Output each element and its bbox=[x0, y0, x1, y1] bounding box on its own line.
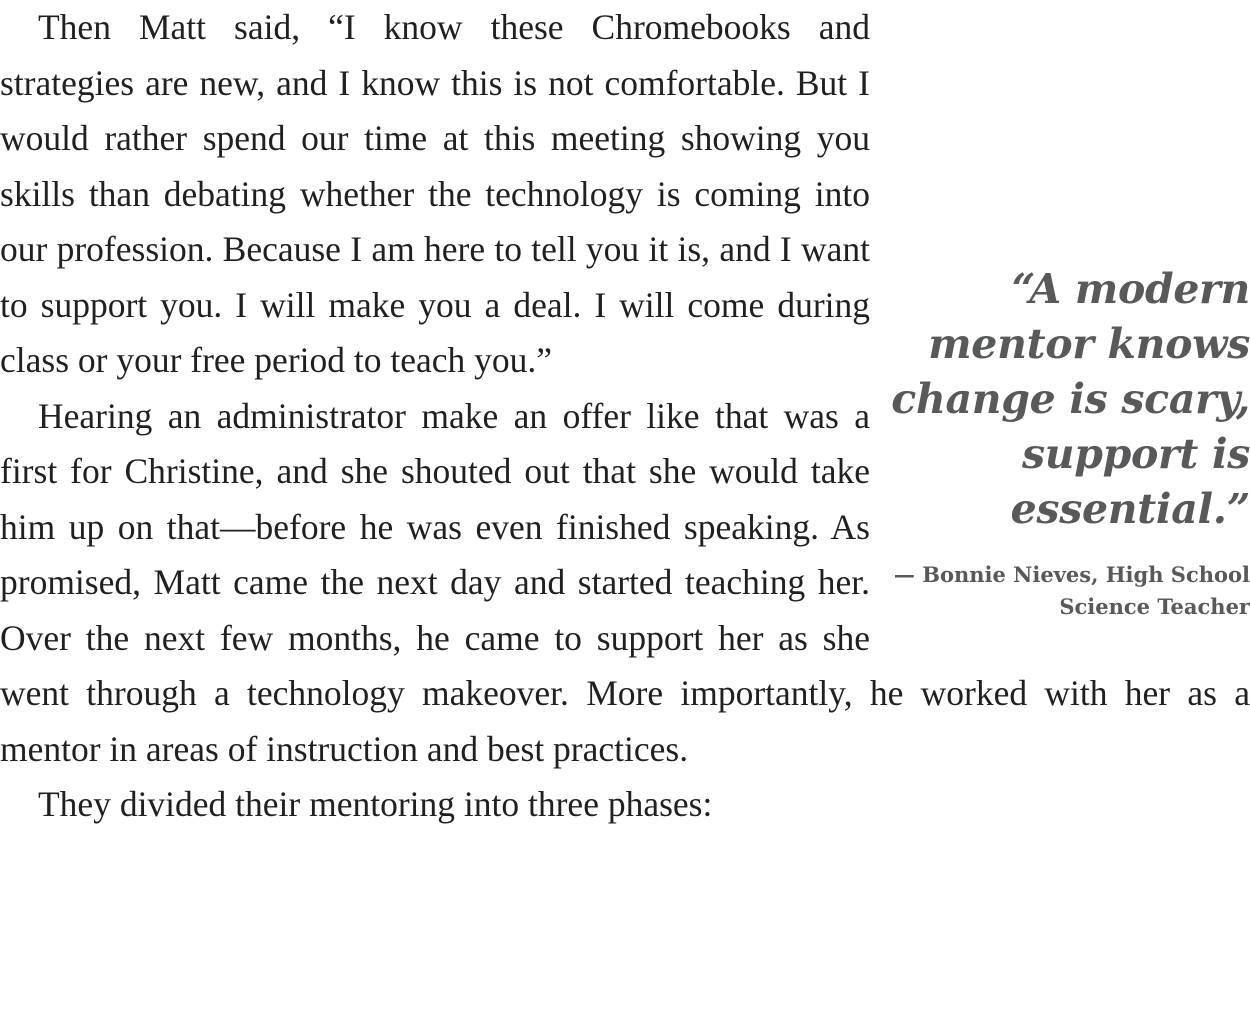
pull-quote-text: “A modern mentor knows change is scary, support is essential.” bbox=[891, 265, 1250, 533]
paragraph-1: Then Matt said, “I know these Chromebooks and strategies are new, and I know this is not comfortable. But I would rather spend our time at this meeting showing you skills than debating whether the technology is coming into our profession. Because I am here to tell you it is, and I want to support you. I will make you a deal. I will come during class or your free period to teach you.” bbox=[0, 7, 870, 380]
pull-quote-float bbox=[830, 0, 1250, 623]
pull-quote-attribution: — Bonnie Nieves, High School Science Teacher bbox=[893, 562, 1250, 619]
pull-quote-block bbox=[870, 262, 1250, 623]
paragraph-2: Hearing an administrator make an offer like that was a first for Christine, and she shouted out that she would take him up on that—before he was even finished speaking. As promised, Matt came the next day and started teaching her. Over the next few months, he came to support her as she went through a technology makeover. More importantly, he worked with her as a mentor in areas of instruction and best practices. bbox=[0, 395, 1250, 769]
paragraph-3: They divided their mentoring into three phases: bbox=[38, 784, 713, 824]
